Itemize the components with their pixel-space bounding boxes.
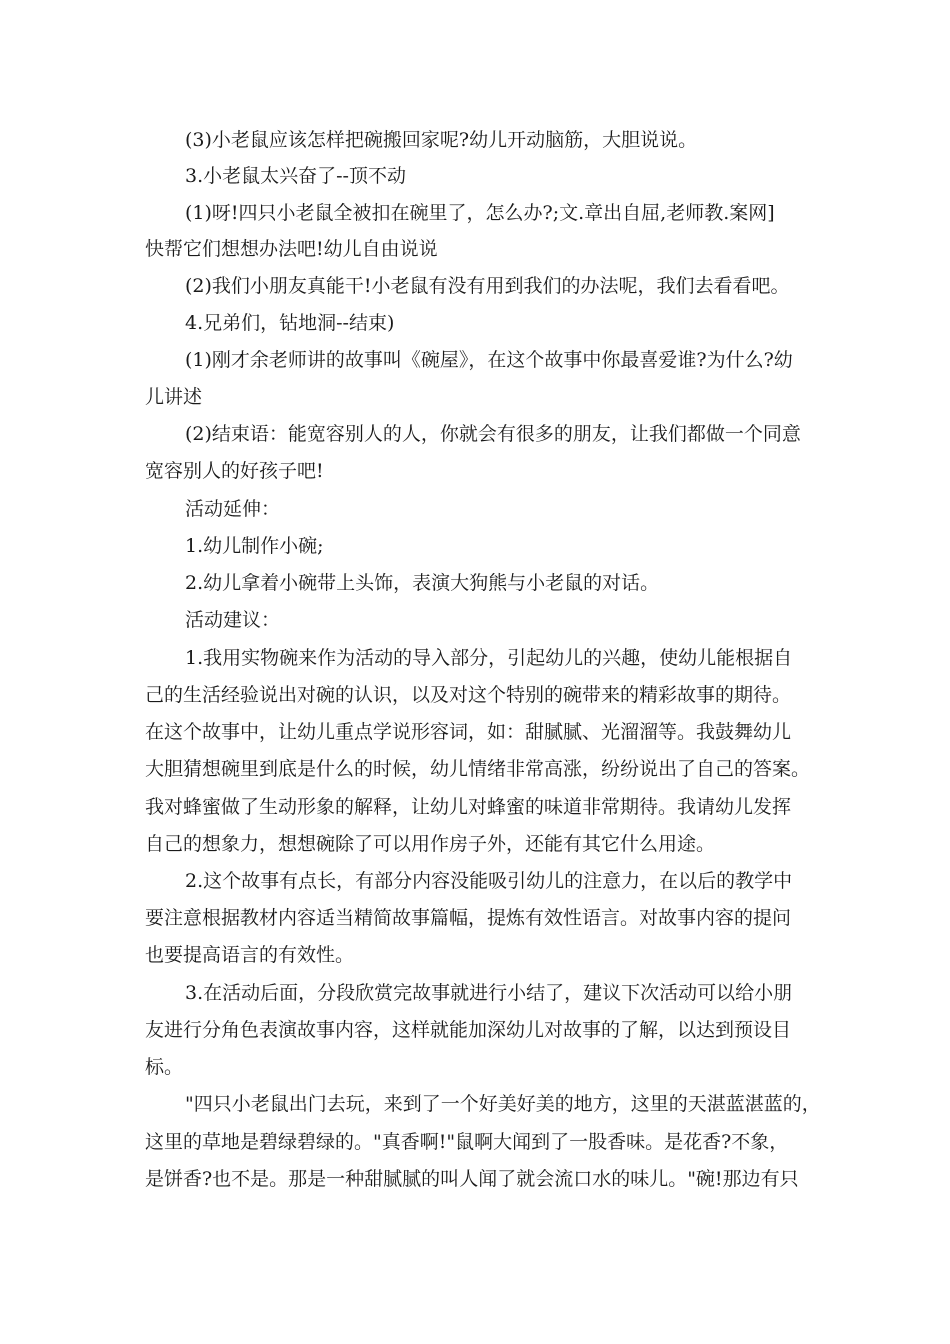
text-line: 也要提高语言的有效性。 [145,944,355,966]
section-heading: 3.小老鼠太兴奋了--顶不动 [185,165,406,187]
text-line: 1.幼儿制作小碗; [185,535,324,557]
text-line: 2.这个故事有点长，有部分内容没能吸引幼儿的注意力，在以后的教学中 [185,870,793,892]
section-heading: 4.兄弟们，钻地洞--结束) [185,312,395,334]
text-line: (1)刚才余老师讲的故事叫《碗屋》，在这个故事中你最喜爱谁?为什么?幼 [185,349,793,371]
text-line: 标。 [145,1056,184,1078]
text-line: 宽容别人的好孩子吧! [145,460,324,482]
text-line: (3)小老鼠应该怎样把碗搬回家呢?幼儿开动脑筋，大胆说说。 [185,129,698,151]
text-line: (2)我们小朋友真能干!小老鼠有没有用到我们的办法呢，我们去看看吧。 [185,275,790,297]
text-line: 3.在活动后面，分段欣赏完故事就进行小结了，建议下次活动可以给小朋 [185,982,793,1004]
text-line: 我对蜂蜜做了生动形象的解释，让幼儿对蜂蜜的味道非常期待。我请幼儿发挥 [145,796,792,818]
text-line: 大胆猜想碗里到底是什么的时候，幼儿情绪非常高涨，纷纷说出了自己的答案。 [145,758,811,780]
text-line: 自己的想象力，想想碗除了可以用作房子外，还能有其它什么用途。 [145,833,716,855]
text-line: "四只小老鼠出门去玩，来到了一个好美好美的地方，这里的天湛蓝湛蓝的， [185,1093,821,1115]
section-heading: 活动建议： [185,609,281,631]
text-line: 儿讲述 [145,386,203,408]
text-line: 2.幼儿拿着小碗带上头饰，表演大狗熊与小老鼠的对话。 [185,572,660,594]
text-line: 这里的草地是碧绿碧绿的。"真香啊!"鼠啊大闻到了一股香味。是花香?不象， [145,1131,789,1153]
text-line: 友进行分角色表演故事内容，这样就能加深幼儿对故事的了解，以达到预设目 [145,1019,792,1041]
text-line: 己的生活经验说出对碗的认识，以及对这个特别的碗带来的精彩故事的期待。 [145,684,792,706]
text-line: 在这个故事中，让幼儿重点学说形容词，如：甜腻腻、光溜溜等。我鼓舞幼儿 [145,721,792,743]
text-line: (2)结束语：能宽容别人的人，你就会有很多的朋友，让我们都做一个同意 [185,423,801,445]
text-line: 要注意根据教材内容适当精简故事篇幅，提炼有效性语言。对故事内容的提问 [145,907,792,929]
text-line: 是饼香?也不是。那是一种甜腻腻的叫人闻了就会流口水的味儿。"碗!那边有只 [145,1168,799,1190]
section-heading: 活动延伸： [185,498,281,520]
text-line: (1)呀!四只小老鼠全被扣在碗里了，怎么办?;文.章出自屈,老师教.案网] [185,202,775,224]
text-line: 1.我用实物碗来作为活动的导入部分，引起幼儿的兴趣，使幼儿能根据自 [185,647,793,669]
text-line: 快帮它们想想办法吧!幼儿自由说说 [145,238,438,260]
